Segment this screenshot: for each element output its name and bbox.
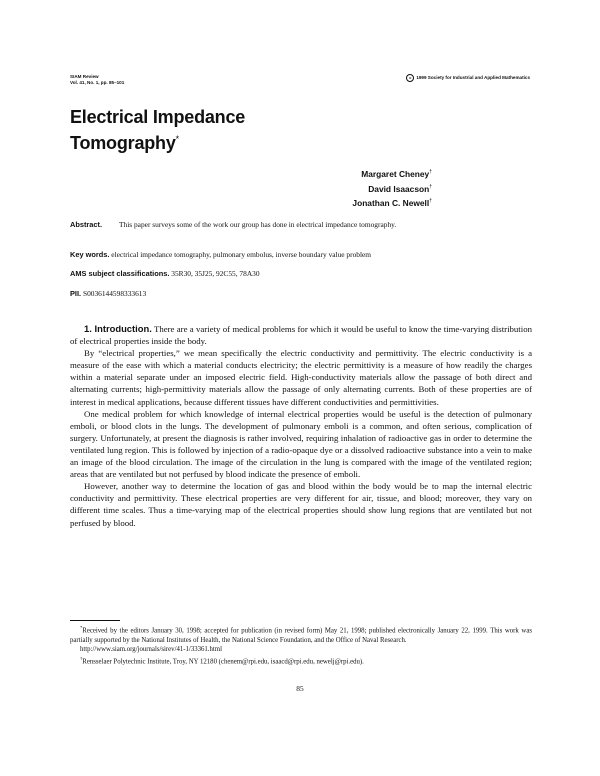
footnote — [70, 623, 532, 645]
copyright-header — [406, 74, 530, 82]
footnote-divider — [70, 620, 120, 621]
paper-title — [70, 106, 245, 154]
body-text — [70, 323, 532, 529]
author-list — [352, 166, 432, 210]
author-name: Jonathan C. Newell — [352, 197, 430, 208]
author-name: Margaret Cheney — [361, 168, 430, 179]
journal-name: SIAM Review — [70, 74, 99, 79]
author-name: David Isaacson — [368, 183, 430, 194]
ams-text: 35R30, 35J25, 92C55, 78A30 — [171, 269, 260, 278]
paragraph-text: There are a variety of medical problems for which it would be useful to know the time-varying distribution of electrical properties inside the body. — [70, 324, 532, 347]
title-footnote-mark: * — [175, 134, 179, 144]
journal-header — [70, 74, 124, 86]
pii-label: PII. — [70, 289, 82, 298]
copyright-icon: c — [406, 74, 414, 82]
section-heading: 1. Introduction. — [84, 323, 152, 334]
abstract — [70, 220, 432, 230]
abstract-text: This paper surveys some of the work our group has done in electrical impedance tomography. — [119, 220, 397, 230]
author-mark: † — [429, 198, 432, 205]
ams-classifications — [70, 269, 432, 279]
keywords-label: Key words. — [70, 250, 110, 259]
author-mark: † — [429, 183, 432, 190]
keywords — [70, 250, 432, 260]
journal-volume: Vol. 41, No. 1, pp. 85–101 — [70, 80, 125, 85]
title-line-2: Tomography — [70, 133, 176, 153]
pii — [70, 289, 432, 299]
page-number: 85 — [296, 684, 304, 693]
body-paragraph: However, another way to determine the location of gas and blood within the body would be to map the internal electric conductivity and permittivity. These electrical properties are very different for air, tissue, and blood; moreover, they vary on different time scales. Thus a time-varying map of the electrical properties should show lung regions that are ventilated but not perfused by blood. — [70, 481, 532, 528]
body-paragraph: By “electrical properties,” we mean specifically the electric conductivity and permittivity. The electric conductivity is a measure of the ease with which a material conducts electricity; the electric permittivity is a measure of how readily the charges within a material separate under an imposed electric field. High-conductivity materials allow the passage of both direct and alternating currents; high-permittivity materials allow the passage of only alternating currents. Both of these properties are of interest in medical applications, because different tissues have different conductivities and permittivities. — [70, 348, 532, 407]
copyright-text: 1999 Society for Industrial and Applied Mathematics — [416, 75, 530, 81]
abstract-label: Abstract. — [70, 220, 103, 229]
footnote-url[interactable]: http://www.siam.org/journals/sirev/41-1/33361.html — [80, 646, 222, 654]
footnote-text: Rensselaer Polytechnic Institute, Troy, NY 12180 (chenem@rpi.edu, isaacd@rpi.edu, newelj@rpi.edu). — [82, 658, 364, 666]
footnote — [70, 654, 532, 667]
footnote-text: Received by the editors January 30, 1998; accepted for publication (in revised form) May 21, 1998; published electronically January 22, 1999. This work was partially supported by the National Institutes of Health, the National Science Foundation, and the Office of Naval Research. — [70, 627, 532, 644]
author-mark: † — [429, 169, 432, 175]
footnote-mark: † — [80, 656, 83, 662]
footnotes — [70, 623, 532, 667]
ams-label: AMS subject classifications. — [70, 269, 170, 278]
body-paragraph: One medical problem for which knowledge of internal electrical properties would be useful is the detection of pulmonary emboli, or blood clots in the lungs. The development of pulmonary emboli is a common, and often serious, complication of surgery. Unfortunately, at present the diagnosis is rather involved, requiring inhalation of radioactive gas in order to determine the ventilated lung region. This is followed by injection of a radio-opaque dye or a dissolved radioactive substance into a vein to make an image of the blood circulation. The image of the circulation in the lung is compared with the image of the ventilated region; areas that are ventilated but not perfused by blood indicate the presence of emboli. — [70, 408, 532, 480]
title-line-1: Electrical Impedance — [70, 107, 246, 127]
footnote-mark: * — [80, 625, 83, 630]
pii-text: S0036144598333613 — [82, 289, 147, 298]
keywords-text: electrical impedance tomography, pulmonary embolus, inverse boundary value problem — [111, 250, 372, 259]
body-paragraph — [70, 323, 532, 347]
